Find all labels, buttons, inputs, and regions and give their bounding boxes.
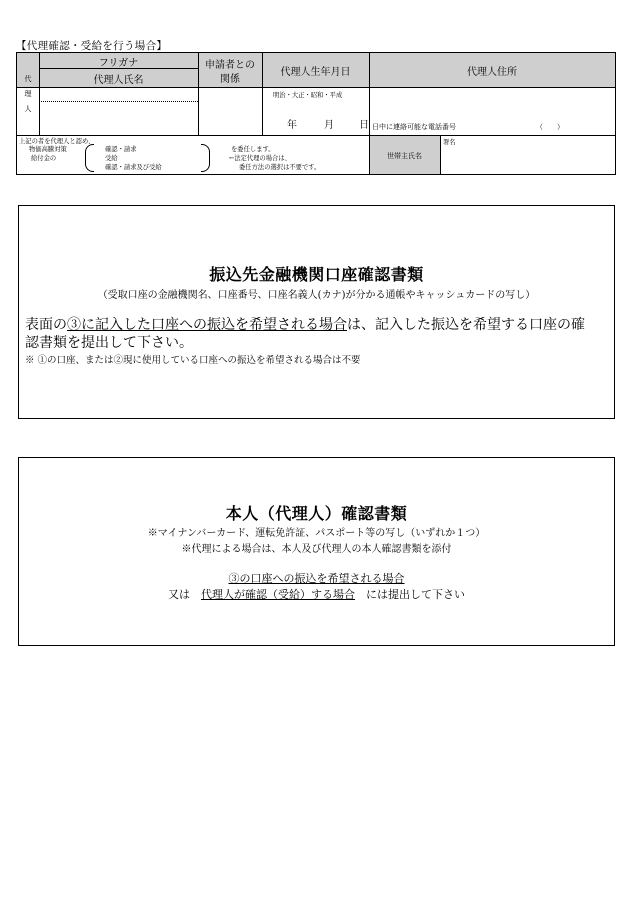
birthdate-header: 代理人生年月日: [280, 67, 351, 78]
legal-note-1: ←法定代理の場合は、: [229, 155, 291, 162]
delegate-text: を委任します。: [231, 146, 275, 153]
signature-input[interactable]: [441, 145, 614, 173]
option-confirm-request[interactable]: 確認・請求: [105, 146, 137, 153]
side-label-3: 人: [24, 105, 32, 113]
identity-docs-line2: ※代理による場合は、本人及び代理人の本人確認書類を添付: [181, 544, 452, 555]
relationship-header-line1: 申請者との: [205, 60, 255, 71]
phone-label: 日中に連絡可能な電話番号: [372, 123, 456, 131]
options-bracket-right: [201, 144, 210, 172]
identity-docs-box: [18, 457, 615, 646]
identity-docs-condition1: ③の口座への振込を希望される場合: [228, 572, 405, 585]
bank-account-docs-box: [18, 205, 615, 419]
identity-docs-title: 本人（代理人）確認書類: [225, 504, 408, 523]
date-month-label: 月: [324, 120, 334, 131]
delegation-line2: 物価高騰対策: [29, 146, 67, 153]
proxy-name-input[interactable]: [40, 102, 197, 134]
furigana-input[interactable]: [40, 88, 197, 100]
phone-input[interactable]: （ ）: [536, 123, 564, 131]
relationship-input[interactable]: [199, 88, 261, 134]
bank-docs-note: ※ ①の口座、または②現に使用している口座への振込を希望される場合は不要: [25, 355, 361, 366]
bank-docs-subtitle: （受取口座の金融機関名、口座番号、口座名義人(カナ)が分かる通帳やキャッシュカードの写し）: [97, 290, 536, 301]
date-year-label: 年: [287, 120, 297, 131]
signature-label: 署名: [443, 139, 456, 146]
household-head-label: 世帯主氏名: [387, 152, 422, 160]
identity-docs-line1: ※マイナンバーカード、運転免許証、パスポート等の写し（いずれか１つ）: [147, 528, 486, 539]
address-input[interactable]: [370, 88, 614, 118]
bank-docs-body-line2: 認書類を提出して下さい。: [25, 335, 193, 351]
side-label-1: 代: [24, 75, 32, 83]
era-options[interactable]: 明治・大正・昭和・平成: [273, 92, 343, 99]
delegation-line1: 上記の者を代理人と認め、: [19, 138, 95, 145]
option-receive[interactable]: 受給: [105, 155, 118, 162]
relationship-header-line2: 関係: [220, 74, 240, 85]
identity-docs-condition2-line: 又は 代理人が確認（受給）する場合 には提出して下さい: [168, 588, 465, 601]
options-bracket-left: [85, 144, 94, 172]
delegation-line3: 給付金の: [31, 155, 57, 162]
proxy-form-table: [16, 52, 616, 175]
address-header: 代理人住所: [467, 67, 517, 78]
section-heading: 【代理確認・受給を行う場合】: [16, 40, 168, 52]
side-label-2: 理: [24, 90, 32, 98]
bank-docs-body-line1: 表面の③に記入した口座への振込を希望される場合は、記入した振込を希望する口座の確: [25, 317, 585, 333]
bank-docs-title: 振込先金融機関口座確認書類: [209, 265, 424, 284]
furigana-header: フリガナ: [98, 58, 139, 69]
name-header: 代理人氏名: [93, 75, 144, 86]
legal-note-2: 委任方法の選択は不要です。: [239, 164, 321, 171]
option-confirm-request-receive[interactable]: 確認・請求及び受給: [105, 164, 162, 171]
date-day-label: 日: [359, 120, 369, 131]
